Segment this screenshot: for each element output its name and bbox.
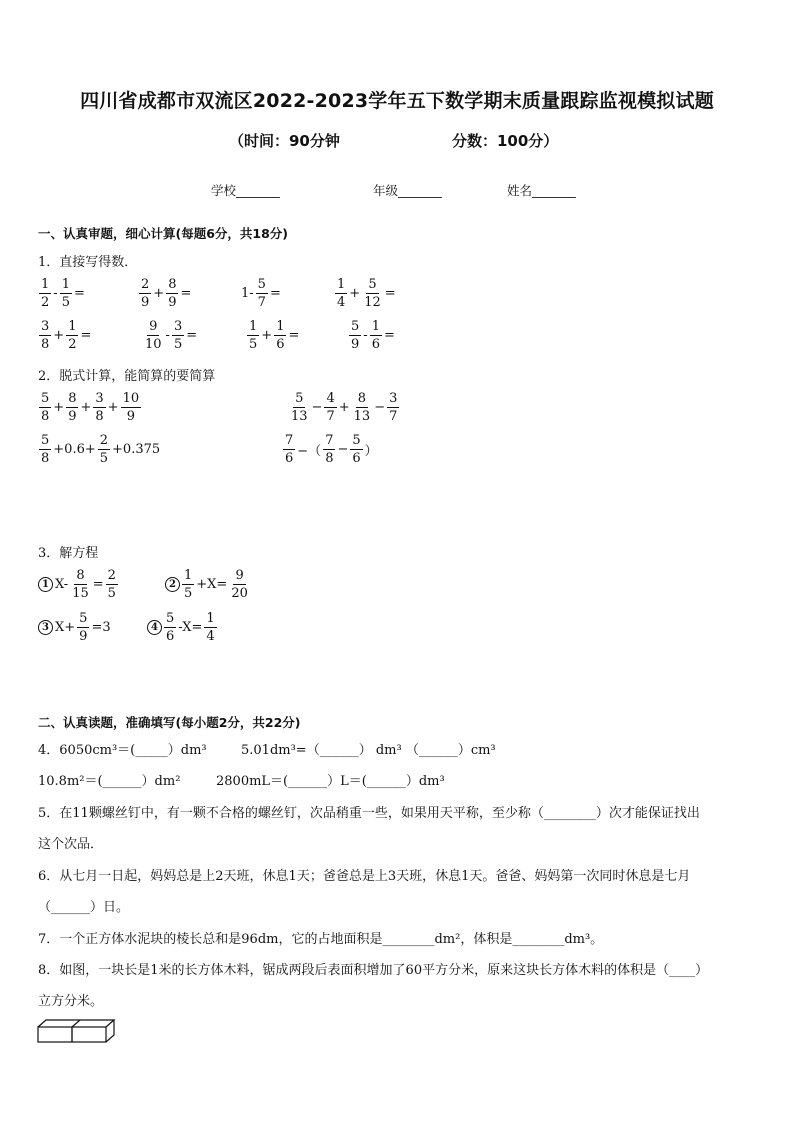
circled-number-4: 4 (147, 620, 162, 635)
school-field: 学校_______ (211, 183, 280, 198)
q4-part-d: 2800mL＝(______）L＝(______）dm³ (216, 774, 445, 789)
exam-score: 分数：100分） (452, 132, 559, 150)
q2-label: 2．脱式计算，能简算的要简算 (38, 369, 216, 384)
name-field: 姓名_______ (507, 183, 576, 198)
q3-eq-1: 1 X- $\frac{8}{15}$ = $\frac{2}{5}$ (38, 567, 119, 602)
q8-line-1: 8．如图，一块长是1米的长方体木料，锯成两段后表面积增加了60平方分米，原来这块长方体木料的体积是（____） (38, 963, 709, 978)
q1-item-3: 1- $\frac{5}{7}$ = (241, 277, 281, 310)
q5-line-1: 5．在11颗螺丝钉中，有一颗不合格的螺丝钉，次品稍重一些，如果用天平称，至少称（________）次才能保证找出 (38, 806, 700, 821)
sawn-cuboid-figure (36, 1018, 122, 1046)
q4-part-c: 10.8m²＝(______）dm² (38, 774, 181, 789)
q1-item-8: $\frac{5}{9}$ - $\frac{1}{6}$ = (351, 319, 395, 352)
q1-item-2: $\frac{2}{9}$ + $\frac{8}{9}$ = (141, 277, 192, 310)
q1-item-7: $\frac{1}{5}$ + $\frac{1}{6}$ = (249, 319, 300, 352)
circled-number-1: 1 (38, 577, 53, 592)
grade-field: 年级_______ (373, 183, 442, 198)
q1-item-1: $\frac{1}{2}$ - $\frac{1}{5}$ = (41, 277, 85, 310)
q3-label: 3．解方程 (38, 546, 99, 561)
q5-line-2: 这个次品． (38, 837, 104, 852)
section-1-heading: 一、认真审题，细心计算(每题6分，共18分) (38, 226, 289, 241)
q7-line: 7．一个正方体水泥块的棱长总和是96dm，它的占地面积是________dm²，体积是________dm³。 (38, 932, 604, 947)
q1-item-6: $\frac{9}{10}$ - $\frac{3}{5}$ = (145, 319, 198, 352)
q2-expr-2: $\frac{5}{13}$ − $\frac{4}{7}$ + $\frac{8}{13}$ − $\frac{3}{7}$ (291, 391, 398, 424)
page-title: 四川省成都市双流区2022-2023学年五下数学期末质量跟踪监视模拟试题 (80, 90, 714, 112)
q3-eq-4: 4 $\frac{5}{6}$ -X= $\frac{1}{4}$ (147, 610, 218, 645)
circled-number-3: 3 (38, 620, 53, 635)
q6-line-1: 6．从七月一日起，妈妈总是上2天班，休息1天；爸爸总是上3天班，休息1天。爸爸、妈妈第一次同时休息是七月 (38, 869, 691, 884)
q1-label: 1．直接写得数． (38, 255, 138, 270)
q2-expr-4: $\frac{7}{6}$ −（ $\frac{7}{8}$ − $\frac{5}{6}$ ） (285, 433, 378, 466)
exam-time: （时间：90分钟 (229, 132, 340, 150)
q1-item-5: $\frac{3}{8}$ + $\frac{1}{2}$ = (41, 319, 92, 352)
q3-eq-2: 2 $\frac{1}{5}$ +X= $\frac{9}{20}$ (165, 567, 251, 602)
q6-line-2: （______）日。 (38, 900, 130, 915)
q3-eq-3: 3 X+ $\frac{5}{9}$ =3 (38, 610, 112, 645)
q8-line-2: 立方分米。 (38, 994, 104, 1009)
q4-part-b: 5.01dm³=（______） dm³ （______）cm³ (241, 743, 496, 758)
q2-expr-1: $\frac{5}{8}$ + $\frac{8}{9}$ + $\frac{3}{8}$ + $\frac{10}{9}$ (41, 391, 140, 424)
section-2-heading: 二、认真读题，准确填写(每小题2分，共22分) (38, 715, 301, 730)
q1-item-4: $\frac{1}{4}$ + $\frac{5}{12}$ = (337, 277, 396, 310)
q2-expr-3: $\frac{5}{8}$ +0.6+ $\frac{2}{5}$ +0.375 (41, 433, 161, 466)
circled-number-2: 2 (165, 577, 180, 592)
q4-part-a: 4．6050cm³＝(_____）dm³ (38, 743, 207, 758)
